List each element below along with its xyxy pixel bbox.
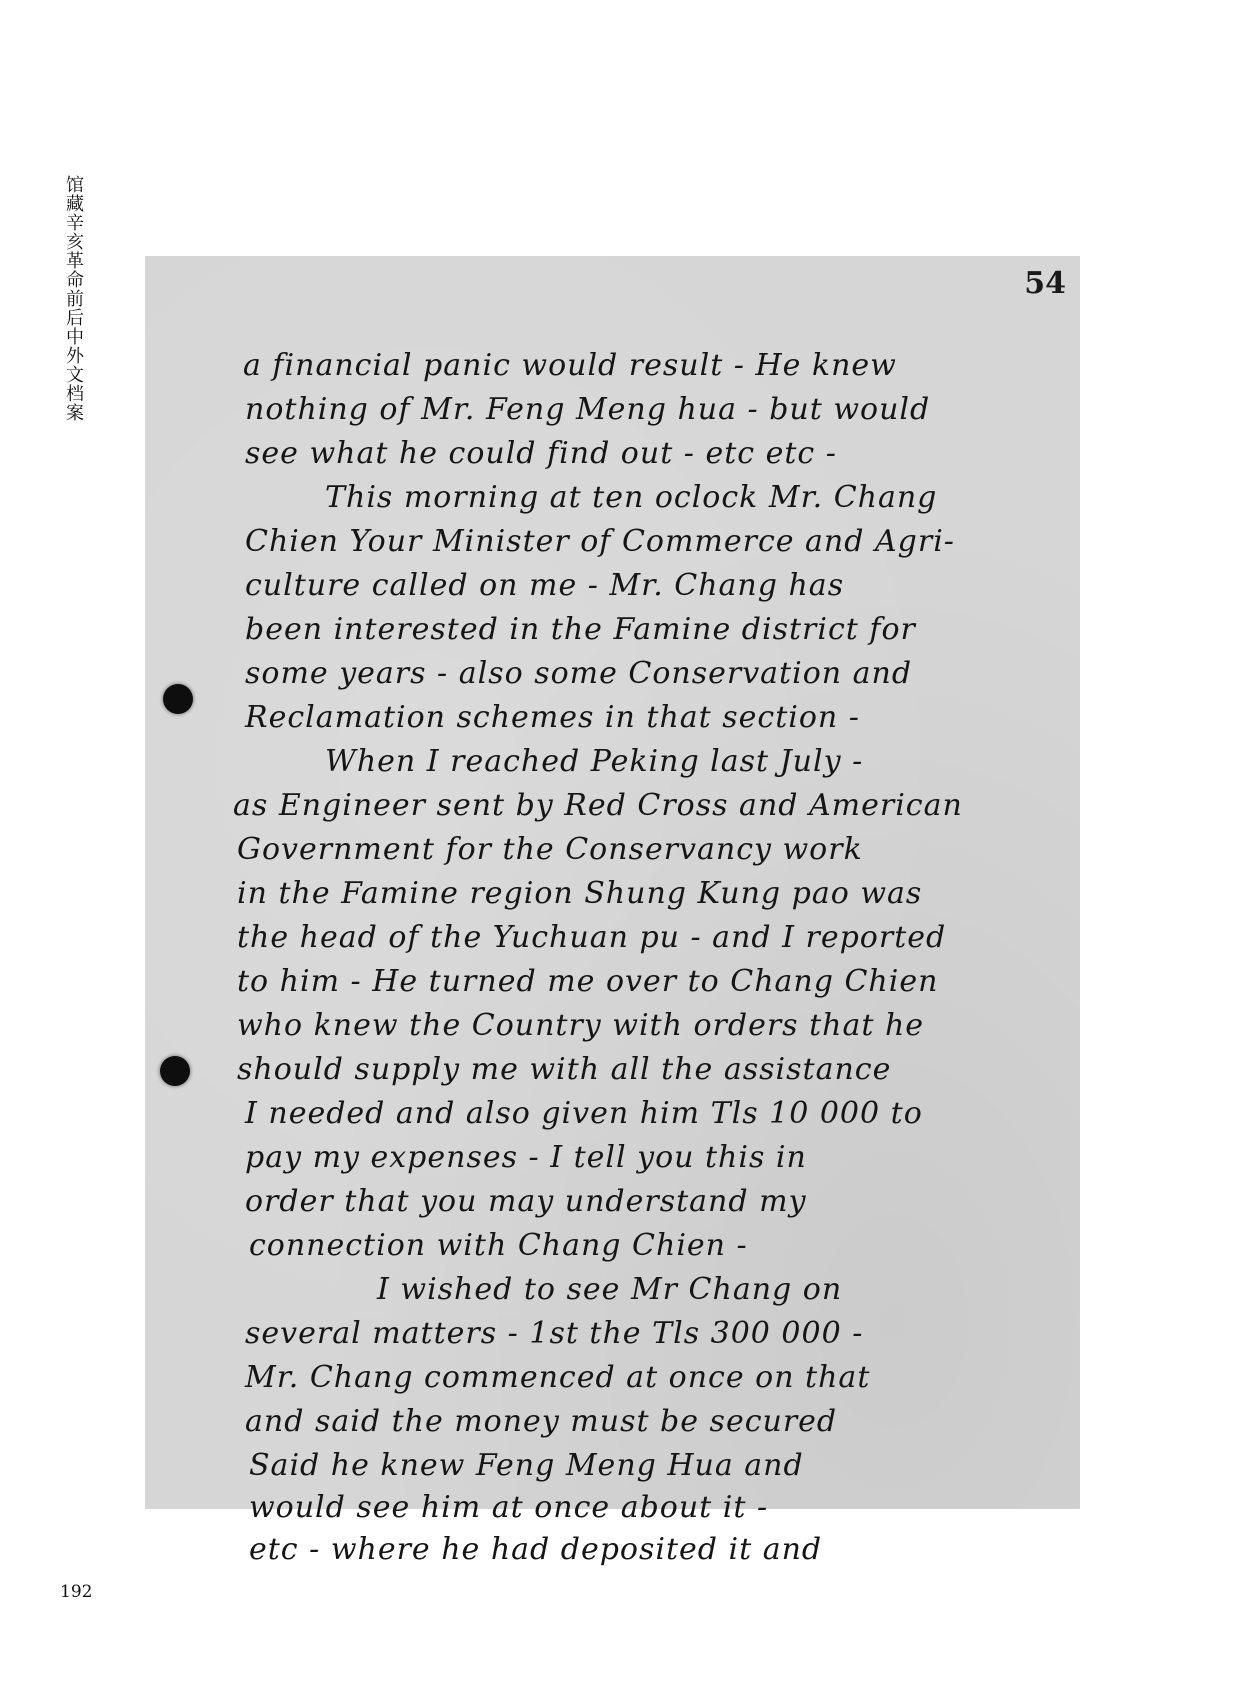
handwritten-line: as Engineer sent by Red Cross and American (233, 788, 963, 823)
handwritten-line: When I reached Peking last July - (325, 744, 864, 779)
handwritten-line: a financial panic would result - He knew (243, 348, 897, 383)
handwritten-line: Mr. Chang commenced at once on that (245, 1360, 871, 1395)
handwritten-line: I needed and also given him Tls 10 000 to (245, 1096, 923, 1131)
handwritten-line: nothing of Mr. Feng Meng hua - but would (245, 392, 931, 427)
handwritten-line: to him - He turned me over to Chang Chien (237, 964, 939, 999)
manuscript-scan (145, 256, 1080, 1567)
handwritten-line: I wished to see Mr Chang on (377, 1272, 843, 1307)
handwritten-line: Reclamation schemes in that section - (245, 700, 860, 735)
handwritten-text (145, 256, 1080, 1567)
handwritten-line: in the Famine region Shung Kung pao was (237, 876, 923, 911)
handwritten-line: culture called on me - Mr. Chang has (245, 568, 845, 603)
handwritten-line: should supply me with all the assistance (237, 1052, 892, 1087)
handwritten-line: This morning at ten oclock Mr. Chang (325, 480, 938, 515)
handwritten-line: would see him at once about it - (249, 1490, 769, 1525)
document-number: 54 (1024, 266, 1066, 301)
handwritten-line: been interested in the Famine district for (245, 612, 916, 647)
handwritten-line: order that you may understand my (245, 1184, 807, 1219)
handwritten-line: Government for the Conservancy work (237, 832, 863, 867)
handwritten-line: the head of the Yuchuan pu - and I reported (237, 920, 947, 955)
handwritten-line: and said the money must be secured (245, 1404, 838, 1439)
page-number: 192 (60, 1582, 93, 1602)
handwritten-line: connection with Chang Chien - (249, 1228, 748, 1263)
handwritten-line: who knew the Country with orders that he (237, 1008, 925, 1043)
handwritten-line: Chien Your Minister of Commerce and Agri- (245, 524, 955, 559)
handwritten-line: some years - also some Conservation and (245, 656, 913, 691)
handwritten-line: Said he knew Feng Meng Hua and (249, 1448, 804, 1483)
handwritten-line: see what he could find out - etc etc - (245, 436, 837, 471)
handwritten-line: pay my expenses - I tell you this in (245, 1140, 807, 1175)
handwritten-line: etc - where he had deposited it and (249, 1532, 823, 1567)
handwritten-line: several matters - 1st the Tls 300 000 - (245, 1316, 864, 1351)
archive-series-title: 馆藏辛亥革命前后中外文档案 (63, 175, 84, 422)
